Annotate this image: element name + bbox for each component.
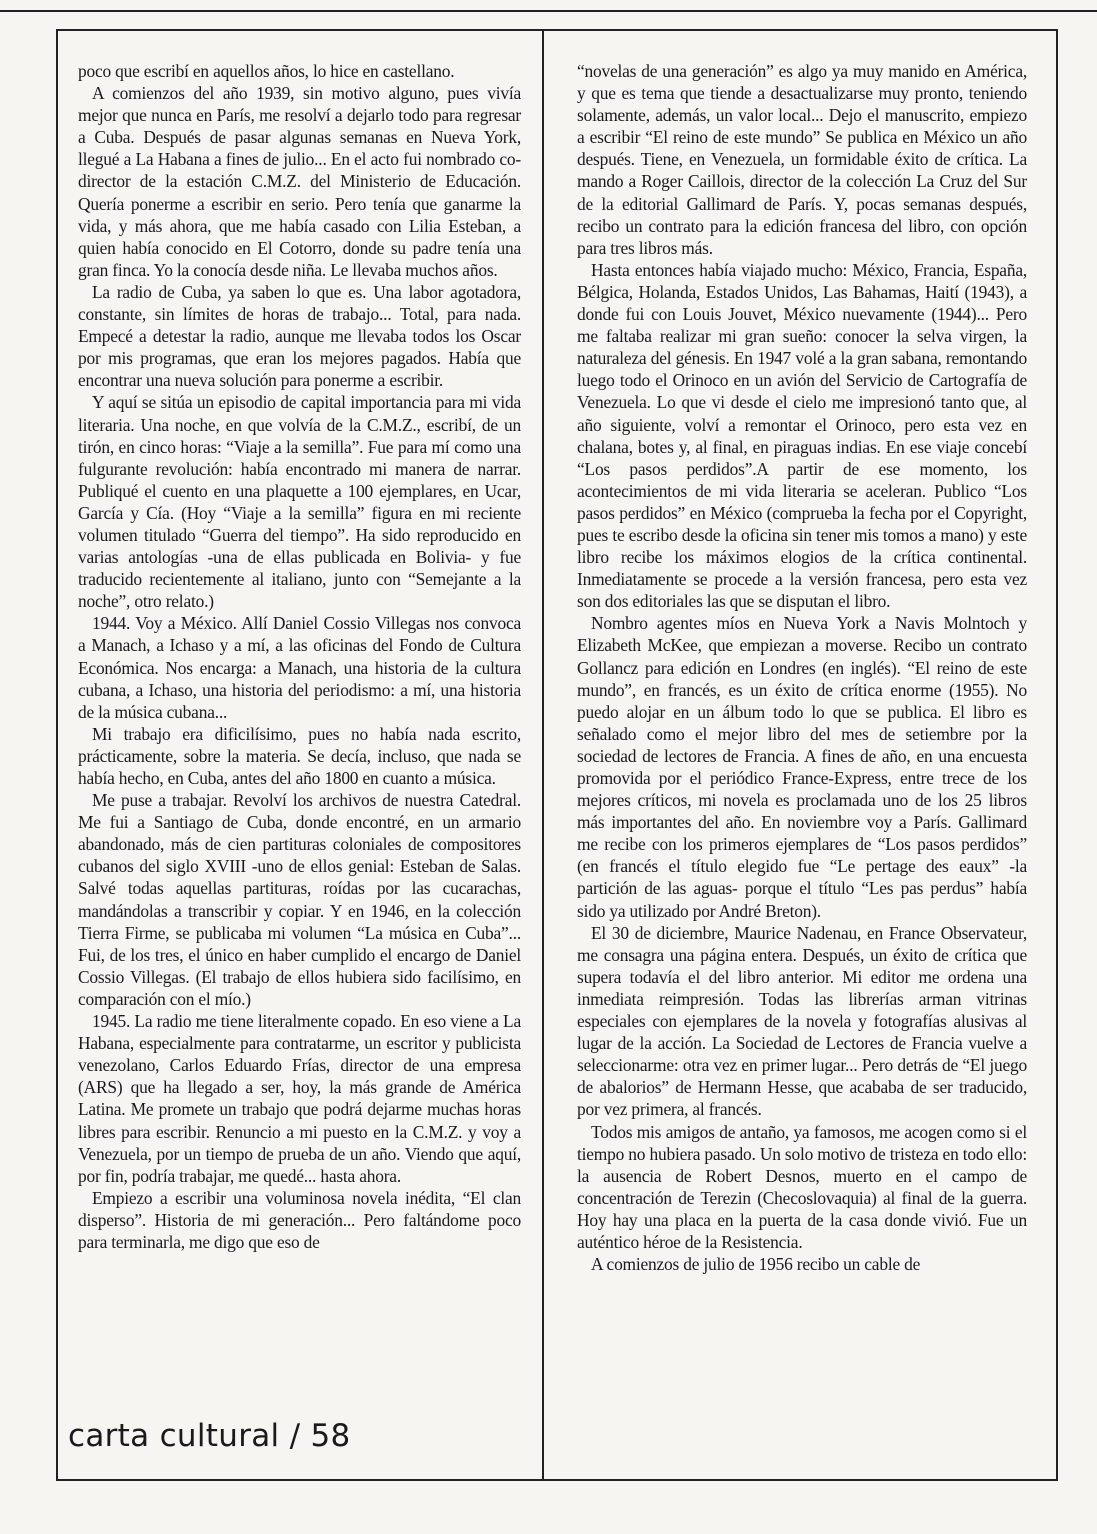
right-column xyxy=(577,60,1027,1275)
paragraph: Y aquí se sitúa un episodio de capital importancia para mi vida literaria. Una noche, en que volvía de la C.M.Z., escribí, de un tirón, en cinco horas: “Viaje a la semilla”. Fue para mí como una fulgurante revolución: había encontrado mi manera de narrar. Publiqué el cuento en una plaquette a 100 ejemplares, en Ucar, García y Cía. (Hoy “Viaje a la semilla” figura en mi reciente volumen titulado “Guerra del tiempo”. Ha sido reproducido en varias antologías -una de ellas publicada en Bolivia- y fue traducido recientemente al italiano, junto con “Semejante a la noche”, otro relato.) xyxy=(78,392,521,612)
paragraph: Todos mis amigos de antaño, ya famosos, me acogen como si el tiempo no hubiera pasado. Un solo motivo de tristeza en todo ello: la ausencia de Robert Desnos, muerto en el campo de concentración de Terezin (Checoslovaquia) al final de la guerra. Hoy hay una placa en la puerta de la casa donde vivió. Fue un auténtico héroe de la Resistencia. xyxy=(577,1121,1027,1252)
paragraph: Empiezo a escribir una voluminosa novela inédita, “El clan disperso”. Historia de mi generación... Pero faltándome poco para terminarla, me digo que eso de xyxy=(78,1187,521,1252)
paragraph: 1945. La radio me tiene literalmente copado. En eso viene a La Habana, especialmente para contratarme, un escritor y publicista venezolano, Carlos Eduardo Frías, director de una empresa (ARS) que ha llegado a ser, hoy, la más grande de América Latina. Me promete un trabajo que podrá dejarme muchas horas libres para escribir. Renuncio a mi puesto en la C.M.Z. y voy a Venezuela, por un tiempo de prueba de un año. Viendo que aquí, por fin, podría trabajar, me quedé... hasta ahora. xyxy=(78,1011,521,1186)
paragraph: Mi trabajo era dificilísimo, pues no había nada escrito, prácticamente, sobre la materia. Se decía, incluso, que nada se había hecho, en Cuba, antes del año 1800 en cuanto a música. xyxy=(78,723,521,788)
left-column xyxy=(78,60,521,1253)
paragraph: Hasta entonces había viajado mucho: México, Francia, España, Bélgica, Holanda, Estados Unidos, Las Bahamas, Haití (1943), a donde fui con Louis Jouvet, México nuevamente (1944)... Pero me faltaba realizar mi gran sueño: conocer la selva virgen, la naturaleza del génesis. En 1947 volé a la gran sabana, remontando luego todo el Orinoco en un avión del Servicio de Cartografía de Venezuela. Lo que vi desde el cielo me impresionó tanto que, al año siguiente, volví a remontar el Orinoco, pero esta vez en chalana, botes y, al final, en piraguas indias. En ese viaje concebí “Los pasos perdidos”.A partir de ese momento, los acontecimientos de mi vida literaria se aceleran. Publico “Los pasos perdidos” en México (comprueba la fecha por el Copyright, pues te escribo desde la oficina sin tener mis tomos a mano) y este libro recibe los máximos elogios de la crítica continental. Inmediatamente se procede a la versión francesa, pero esta vez son dos editoriales las que se disputan el libro. xyxy=(577,259,1027,612)
paragraph: poco que escribí en aquellos años, lo hice en castellano. xyxy=(78,61,455,81)
paragraph: Nombro agentes míos en Nueva York a Navis Molntoch y Elizabeth McKee, que empiezan a moverse. Recibo un contrato Gollancz para edición en Londres (en inglés). “El reino de este mundo”, en francés, es un éxito de crítica enorme (1955). No puedo alojar en un álbum todo lo que se publica. El libro es señalado como el mejor libro del mes de setiembre por la sociedad de lectores de Francia. A fines de año, en una encuesta promovida por el periódico France-Express, entre trece de los mejores críticos, mi novela es proclamada uno de los 25 libros más importantes del año. En noviembre voy a París. Gallimard me recibe con los primeros ejemplares de “Los pasos perdidos” (en francés el título elegido fue “Le pertage des eaux” -la partición de las aguas- porque el título “Les pas perdus” había sido ya utilizado por André Breton). xyxy=(577,613,1027,921)
paragraph: A comienzos del año 1939, sin motivo alguno, pues vivía mejor que nunca en París, me resolví a dejarlo todo para regresar a Cuba. Después de pasar algunas semanas en Nueva York, llegué a La Habana a fines de julio... En el acto fui nombrado co-director de la estación C.M.Z. del Ministerio de Educación. Quería ponerme a escribir en serio. Pero tenía que ganarme la vida, y más ahora, que me había casado con Lilia Esteban, a quien había conocido en El Cotorro, donde su padre tenía una gran finca. Yo la conocía desde niña. Le llevaba muchos años. xyxy=(78,83,521,280)
paragraph: 1944. Voy a México. Allí Daniel Cossio Villegas nos convoca a Manach, a Ichaso y a mí, a las oficinas del Fondo de Cultura Económica. Nos encarga: a Manach, una historia de la cultura cubana, a Ichaso, una historia del periodismo: a mí, una historia de la música cubana... xyxy=(78,613,521,722)
paragraph: “novelas de una generación” es algo ya muy manido en América, y que es tema que tiende a desactualizarse muy pronto, teniendo solamente, además, un valor local... Dejo el manuscrito, empiezo a escribir “El reino de este mundo” Se publica en México un año después. Tiene, en Venezuela, un formidable éxito de crítica. La mando a Roger Caillois, director de la colección La Cruz del Sur de la editorial Gallimard de París. Y, pocas semanas después, recibo un contrato para la edición francesa del libro, con opción para tres libros más. xyxy=(577,61,1027,258)
column-divider xyxy=(542,29,544,1481)
top-rule xyxy=(0,10,1097,12)
paragraph: A comienzos de julio de 1956 recibo un cable de xyxy=(591,1254,921,1275)
paragraph: Me puse a trabajar. Revolví los archivos de nuestra Catedral. Me fui a Santiago de Cuba, donde encontré, en un armario abandonado, más de cien partituras coloniales de compositores cubanos del siglo XVIII -uno de ellos genial: Esteban de Salas. Salvé todas aquellas partituras, roídas por las cucarachas, mandándolas a transcribir y copiar. Y en 1946, en la colección Tierra Firme, se publicaba mi volumen “La música en Cuba”... Fui, de los tres, el único en haber cumplido el encargo de Daniel Cossio Villegas. (El trabajo de ellos hubiera sido facilísimo, en comparación con el mío.) xyxy=(78,790,521,1009)
page-footer: carta cultural / 58 xyxy=(68,1418,351,1454)
paragraph: La radio de Cuba, ya saben lo que es. Una labor agotadora, constante, sin límites de horas de trabajo... Total, para nada. Empecé a detestar la radio, aunque me llevaba todos los Oscar por mis programas, que eran los mejores pagados. Había que encontrar una nueva solución para ponerme a escribir. xyxy=(78,281,521,391)
paragraph: El 30 de diciembre, Maurice Nadenau, en France Observateur, me consagra una página entera. Después, un éxito de crítica que supera todavía el del libro anterior. Mi editor me ordena una inmediata reimpresión. Todas las librerías arman vitrinas especiales con ejemplares de la novela y fotografías alusivas al lugar de la acción. La Sociedad de Lectores de Francia vuelve a seleccionarme: otra vez en primer lugar... Pero detrás de “El juego de abalorios” de Hermann Hesse, que acababa de ser traducido, por vez primera, al francés. xyxy=(577,922,1027,1120)
